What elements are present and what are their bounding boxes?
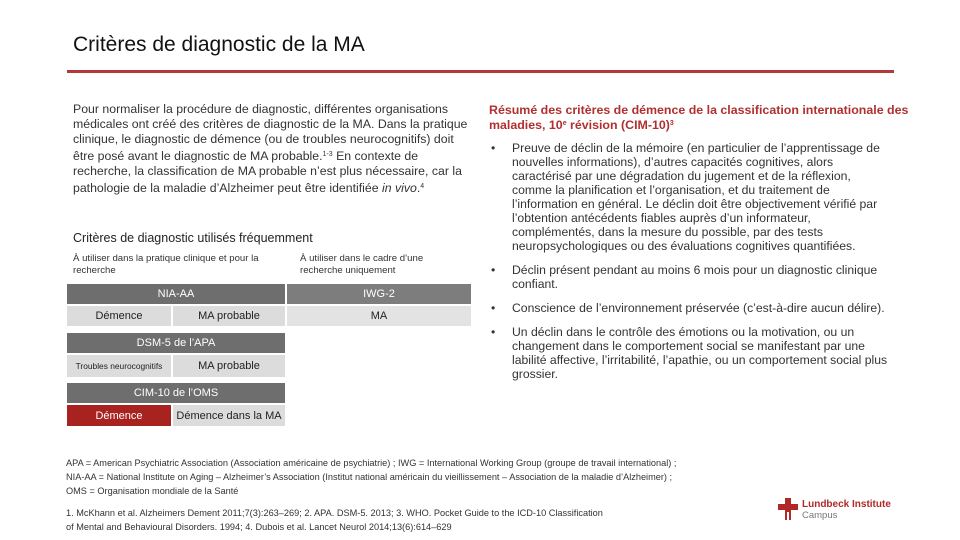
summary-title-ref: 3: [669, 120, 674, 127]
cim-dementia-cell: Démence: [67, 405, 171, 426]
cim-dementia-ma-cell: Démence dans la MA: [173, 405, 285, 426]
bullet-icon: •: [491, 141, 496, 155]
intro-text-3: .: [416, 181, 421, 195]
intro-text-1: Pour normaliser la procédure de diagnostic, différentes organisations médicales ont créé des critères de diagnostic de la MA. Dans la pratique clinique, le diagnostic de démence (ou de troubles neurocognitifs) doit être posé avant le diagnostic de MA probable.: [73, 102, 468, 163]
intro-ref-2: 4: [420, 183, 425, 190]
reference-line: 1. McKhann et al. Alzheimers Dement 2011;7(3):263–269; 2. APA. DSM-5. 2013; 3. WHO. Pocket Guide to the ICD-10 Classification: [66, 508, 603, 518]
dsm-5-bar: DSM-5 de l’APA: [67, 333, 285, 353]
abbreviation-line: APA = American Psychiatric Association (Association américaine de psychiatrie) ; IWG = International Working Group (groupe de travail international) ;: [66, 458, 677, 468]
summary-title-sup: e: [562, 120, 567, 127]
abbreviation-line: OMS = Organisation mondiale de la Santé: [66, 486, 239, 496]
page-title: Critères de diagnostic de la MA: [73, 33, 365, 56]
lundbeck-cross-icon: [778, 498, 798, 520]
summary-title-text-1: Résumé des critères de démence de la classification internationale des maladies, 10: [489, 103, 909, 132]
intro-italic: in vivo: [381, 181, 417, 195]
criteria-heading: Critères de diagnostic utilisés fréquemment: [73, 231, 313, 245]
logo-campus: Campus: [802, 510, 838, 521]
bullet-text: Conscience de l’environnement préservée (c’est-à-dire aucun délire).: [512, 301, 885, 315]
bullet-text: Un déclin dans le contrôle des émotions ou la motivation, ou un changement dans le comportement social se manifestant par une labilité affective, l’irritabilité, l’apathie, ou un comportement social plus grossier.: [512, 325, 888, 381]
iwg-ma-cell: MA: [287, 306, 471, 326]
research-column-note: À utiliser dans le cadre d’une recherche uniquement: [300, 253, 424, 276]
abbreviation-line: NIA-AA = National Institute on Aging – Alzheimer’s Association (Institut national américain du vieillissement – Association de la maladie d’Alzheimer) ;: [66, 472, 673, 482]
dsm-ma-probable-cell: MA probable: [173, 355, 285, 377]
list-item: [489, 263, 889, 291]
logo-name: Lundbeck Institute: [802, 499, 891, 510]
list-item: [489, 141, 889, 253]
list-item: [489, 301, 889, 315]
summary-title: [489, 103, 909, 132]
bullet-text: Déclin présent pendant au moins 6 mois pour un diagnostic clinique confiant.: [512, 263, 878, 291]
references: [66, 506, 766, 534]
nia-aa-bar: NIA-AA: [67, 284, 285, 304]
clinical-column-note: À utiliser dans la pratique clinique et pour la recherche: [73, 253, 259, 276]
list-item: [489, 325, 889, 381]
title-divider: [67, 70, 894, 73]
iwg-2-bar: IWG-2: [287, 284, 471, 304]
summary-title-text-2: révision (CIM-10): [566, 118, 670, 132]
bullet-icon: •: [491, 301, 496, 315]
dsm-troubles-cell: Troubles neurocognitifs: [67, 355, 171, 377]
nia-ma-probable-cell: MA probable: [173, 306, 285, 326]
intro-paragraph: [73, 102, 473, 196]
cim-10-bar: CIM-10 de l’OMS: [67, 383, 285, 403]
bullet-icon: •: [491, 263, 496, 277]
intro-ref-1: 1-3: [322, 151, 333, 158]
summary-bullet-list: [489, 141, 889, 391]
bullet-text: Preuve de déclin de la mémoire (en particulier de l’apprentissage de nouvelles informations), d’autres capacités cognitives, alors caractérisé par une dégradation du jugement et de la réflexion, comme la planification et l’organisation, et du traitement de l’information en général. Le déclin doit être objectivement vérifié par l’obtention antécédents fiables auprès d’un informateur, complémentés, dans la mesure du possible, par des tests neuropsychologiques ou des évaluations cognitives quantifiées.: [512, 141, 880, 253]
logo: [778, 498, 928, 522]
intro-text-2: En contexte de recherche, la classification de MA probable n’est plus nécessaire, car la pathologie de la maladie d’Alzheimer peut être identifiée: [73, 149, 462, 195]
bullet-icon: •: [491, 325, 496, 339]
nia-dementia-cell: Démence: [67, 306, 171, 326]
abbreviations: [66, 456, 766, 498]
reference-line: of Mental and Behavioural Disorders. 1994; 4. Dubois et al. Lancet Neurol 2014;13(6):614–629: [66, 522, 452, 532]
